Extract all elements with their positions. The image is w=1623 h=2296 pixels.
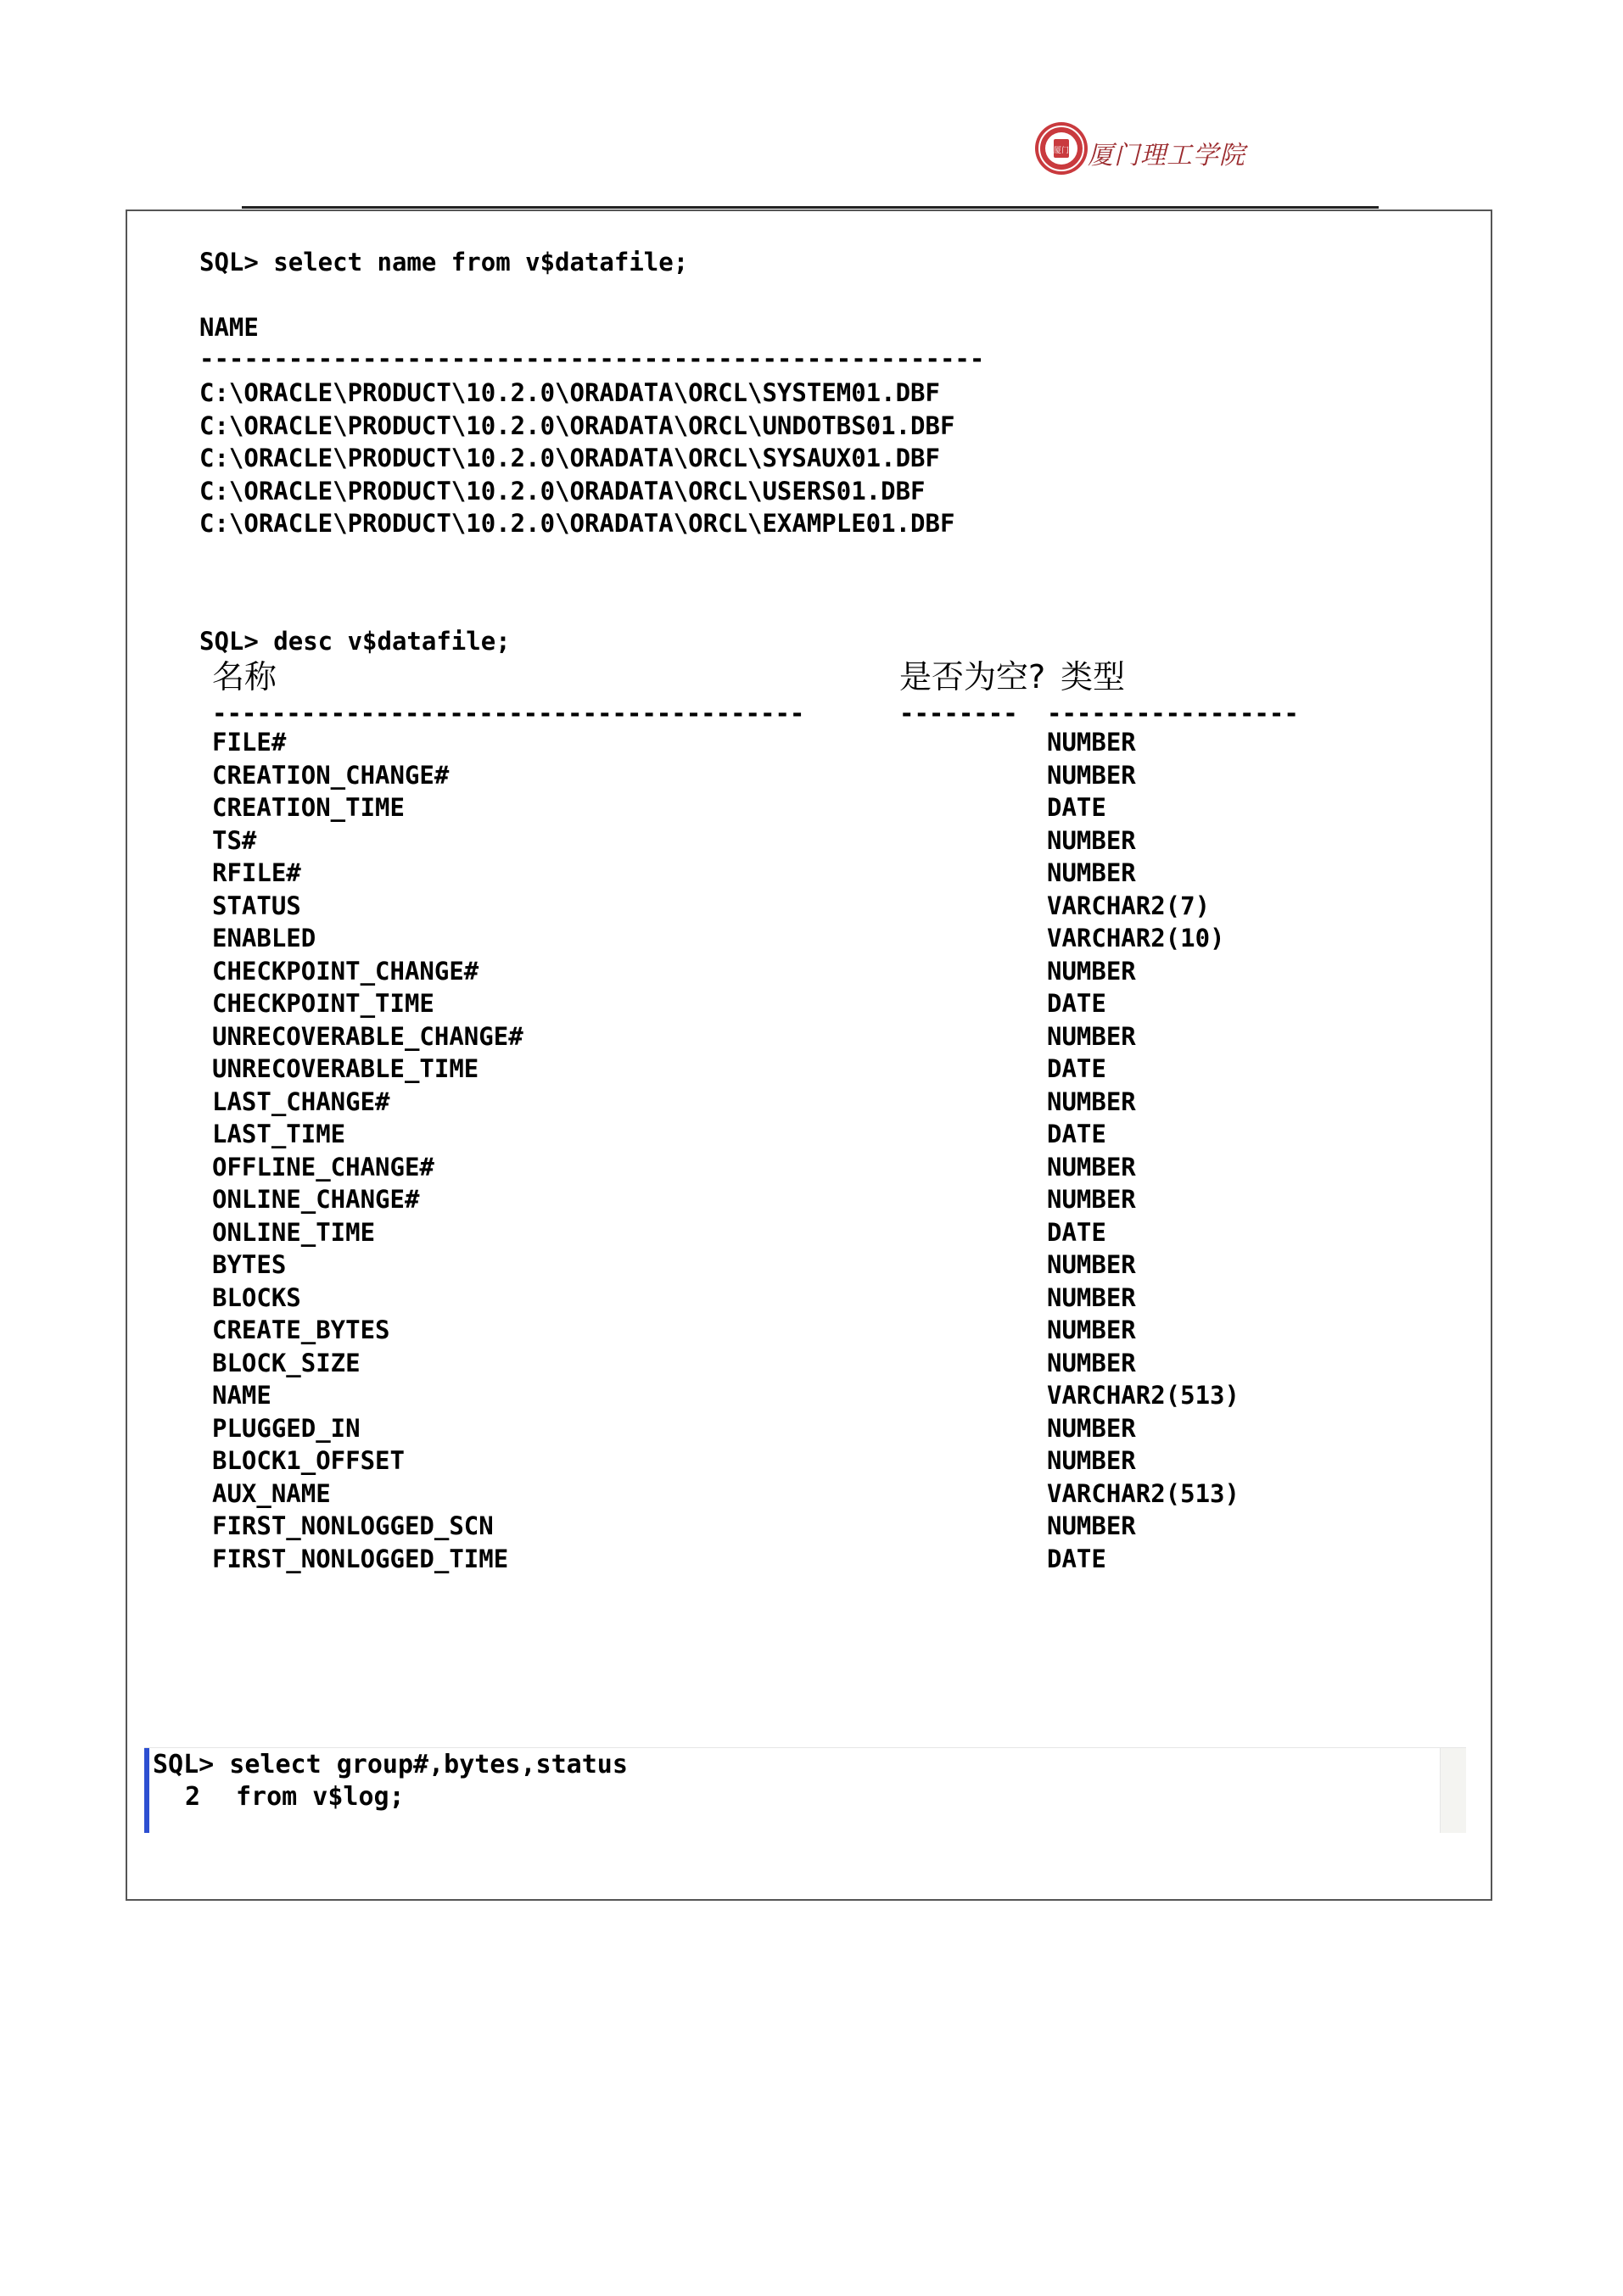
desc-row — [212, 1183, 1315, 1216]
column-name: STATUS — [212, 891, 301, 920]
column-type: NUMBER — [1047, 728, 1136, 757]
column-type: NUMBER — [1047, 1446, 1136, 1475]
desc-row — [212, 1478, 1315, 1511]
column-type: DATE — [1047, 1544, 1106, 1573]
school-name: 厦门理工学院 — [1088, 141, 1245, 170]
column-name: NAME — [212, 1381, 271, 1410]
desc-row — [212, 1249, 1315, 1282]
column-type: NUMBER — [1047, 1087, 1136, 1116]
datafile-path: C:\ORACLE\PRODUCT\10.2.0\ORADATA\ORCL\UNDOTBS01.DBF — [199, 411, 955, 440]
column-name: ENABLED — [212, 924, 316, 952]
desc-row — [212, 1020, 1315, 1053]
datafile-path: C:\ORACLE\PRODUCT\10.2.0\ORADATA\ORCL\SYSAUX01.DBF — [199, 444, 940, 472]
column-type: NUMBER — [1047, 760, 1136, 790]
column-type: DATE — [1047, 989, 1106, 1018]
console-line-number: 2 — [185, 1782, 201, 1812]
column-name: FIRST_NONLOGGED_SCN — [212, 1511, 494, 1540]
desc-row — [212, 1053, 1315, 1086]
desc-row — [212, 890, 1315, 923]
column-name: LAST_TIME — [212, 1120, 346, 1148]
desc-row — [212, 824, 1315, 858]
column-type: NUMBER — [1047, 1282, 1136, 1312]
desc-row — [212, 1543, 1315, 1576]
column-name: RFILE# — [212, 858, 301, 887]
column-name: TS# — [212, 825, 257, 855]
column-name: FILE# — [212, 728, 287, 757]
desc-row — [212, 1314, 1315, 1347]
column-name: BLOCKS — [212, 1282, 301, 1312]
column-name: CREATE_BYTES — [212, 1316, 390, 1344]
sql-command-select-datafile: SQL> select name from v$datafile; — [199, 248, 689, 277]
desc-row — [212, 1151, 1315, 1184]
column-type: DATE — [1047, 1120, 1106, 1148]
result-column-header: NAME — [199, 313, 259, 342]
column-name: CREATION_CHANGE# — [212, 760, 450, 790]
desc-row — [212, 1347, 1315, 1380]
column-type: DATE — [1047, 1217, 1106, 1247]
console-line-2: from v$log; — [236, 1782, 405, 1812]
datafile-path: C:\ORACLE\PRODUCT\10.2.0\ORADATA\ORCL\USERS01.DBF — [199, 476, 926, 506]
desc-header-name: 名称 — [212, 658, 277, 696]
column-name: LAST_CHANGE# — [212, 1087, 390, 1116]
console-scrollbar[interactable] — [1440, 1748, 1466, 1833]
column-type: NUMBER — [1047, 858, 1136, 887]
console-line-1: SQL> select group#,bytes,status — [153, 1750, 628, 1779]
desc-row — [212, 1118, 1315, 1151]
column-name: BLOCK1_OFFSET — [212, 1446, 405, 1475]
column-type: NUMBER — [1047, 1316, 1136, 1344]
console-left-bar — [144, 1748, 149, 1833]
desc-row — [212, 1444, 1315, 1478]
desc-row — [212, 1086, 1315, 1119]
desc-row — [212, 1379, 1315, 1412]
column-name: FIRST_NONLOGGED_TIME — [212, 1544, 509, 1573]
column-name: BYTES — [212, 1250, 287, 1279]
datafile-path-list — [199, 377, 954, 540]
column-type: NUMBER — [1047, 956, 1136, 986]
desc-row — [212, 1282, 1315, 1315]
desc-separator-type: ----------------- — [1047, 699, 1299, 728]
header-rule — [242, 206, 1379, 209]
column-type: VARCHAR2(10) — [1047, 924, 1225, 952]
desc-row — [212, 1216, 1315, 1249]
column-type: NUMBER — [1047, 1348, 1136, 1377]
column-type: DATE — [1047, 793, 1106, 822]
desc-row — [212, 791, 1315, 824]
sql-command-desc-datafile: SQL> desc v$datafile; — [199, 627, 511, 656]
desc-row — [212, 987, 1315, 1020]
column-name: UNRECOVERABLE_CHANGE# — [212, 1021, 523, 1051]
desc-separator-nullable: -------- — [899, 699, 1018, 728]
column-type: VARCHAR2(513) — [1047, 1478, 1240, 1508]
desc-row — [212, 1412, 1315, 1445]
column-type: NUMBER — [1047, 1021, 1136, 1051]
desc-row — [212, 857, 1315, 890]
svg-text:厦门: 厦门 — [1053, 147, 1070, 155]
result-separator: ----------------------------------------------------- — [199, 344, 985, 373]
column-name: CHECKPOINT_TIME — [212, 989, 434, 1018]
column-type: NUMBER — [1047, 1250, 1136, 1279]
desc-separator-name: ---------------------------------------- — [212, 699, 805, 728]
column-name: BLOCK_SIZE — [212, 1348, 361, 1377]
column-name: AUX_NAME — [212, 1478, 331, 1508]
column-type: NUMBER — [1047, 1152, 1136, 1182]
sql-console-snippet — [144, 1747, 1466, 1832]
column-name: ONLINE_TIME — [212, 1217, 376, 1247]
column-name: CHECKPOINT_CHANGE# — [212, 956, 479, 986]
desc-row — [212, 726, 1315, 759]
desc-row — [212, 955, 1315, 988]
desc-header-type: 类型 — [1061, 658, 1126, 696]
column-type: NUMBER — [1047, 1185, 1136, 1214]
column-name: ONLINE_CHANGE# — [212, 1185, 420, 1214]
school-logo — [1033, 120, 1245, 180]
desc-row — [212, 922, 1315, 955]
datafile-path: C:\ORACLE\PRODUCT\10.2.0\ORADATA\ORCL\EXAMPLE01.DBF — [199, 509, 955, 538]
desc-header-nullable: 是否为空? — [899, 658, 1046, 696]
school-seal-icon — [1033, 120, 1089, 176]
datafile-path: C:\ORACLE\PRODUCT\10.2.0\ORADATA\ORCL\SYSTEM01.DBF — [199, 378, 940, 407]
column-type: NUMBER — [1047, 1413, 1136, 1443]
column-name: UNRECOVERABLE_TIME — [212, 1054, 479, 1083]
desc-column-list — [212, 726, 1315, 1575]
desc-row — [212, 1510, 1315, 1543]
column-type: NUMBER — [1047, 1511, 1136, 1540]
column-type: NUMBER — [1047, 825, 1136, 855]
column-type: VARCHAR2(7) — [1047, 891, 1211, 920]
column-type: DATE — [1047, 1054, 1106, 1083]
desc-row — [212, 759, 1315, 792]
column-name: OFFLINE_CHANGE# — [212, 1152, 434, 1182]
column-name: PLUGGED_IN — [212, 1413, 361, 1443]
column-name: CREATION_TIME — [212, 793, 405, 822]
column-type: VARCHAR2(513) — [1047, 1381, 1240, 1410]
